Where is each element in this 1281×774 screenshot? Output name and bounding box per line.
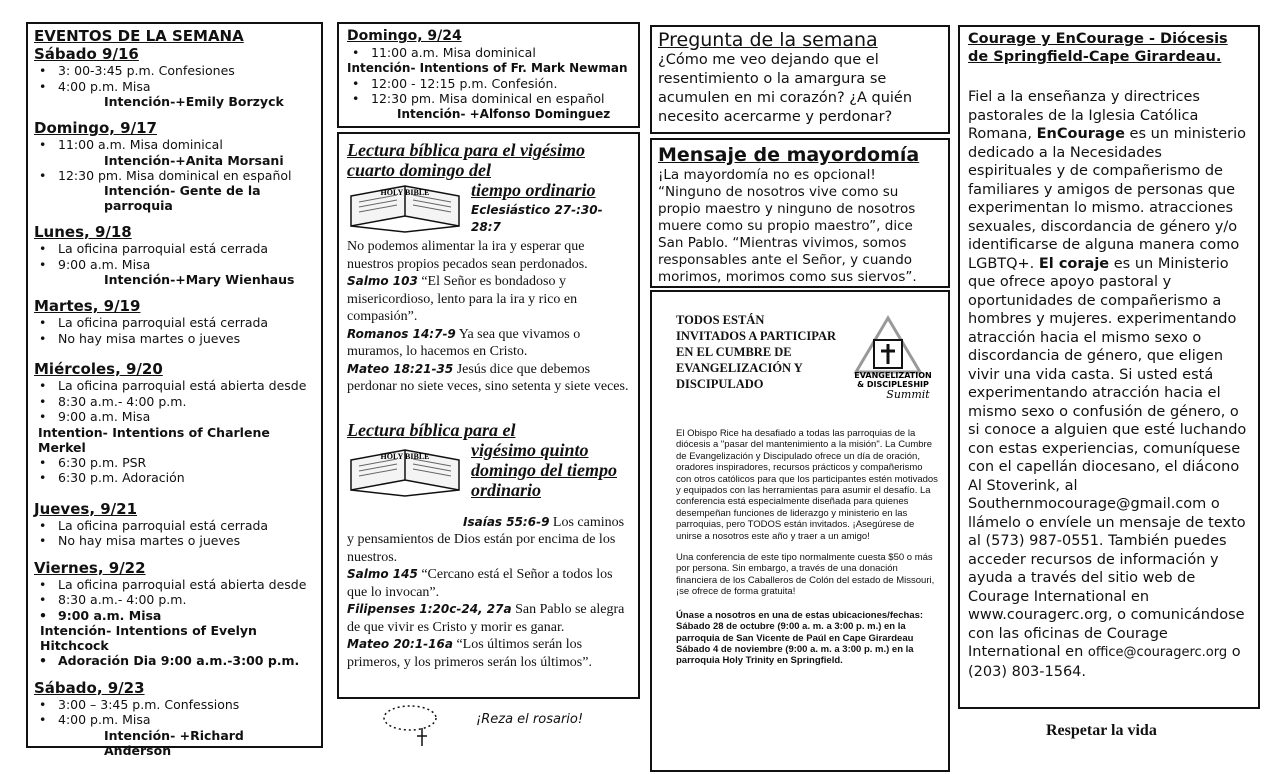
event-items <box>34 63 315 109</box>
reading1-ref3: Romanos 14:7-9 <box>347 326 456 341</box>
summit-logo-line3: Summit <box>886 388 930 401</box>
event-items <box>34 137 315 213</box>
event-day-title: Sábado 9/16 <box>34 45 139 63</box>
reading2-text3: San Pablo se alegra de que vivir es Cristo y morir es ganar. <box>347 602 625 635</box>
courage-t1: Fiel a la enseñanza y directrices pastorales de la Iglesia Católica Romana, <box>968 89 1200 142</box>
event-day <box>34 559 315 669</box>
reading2-ref4: Mateo 20:1-16a <box>347 637 453 651</box>
reading1-title-b: tiempo ordinario <box>471 180 596 200</box>
event-item: • No hay misa martes o jueves <box>34 533 315 549</box>
event-items <box>34 315 315 346</box>
event-day <box>34 223 315 287</box>
sunday-item: • 12:30 pm. Misa dominical en español <box>347 91 630 107</box>
courage-t4: o (203) 803-1564. <box>968 644 1241 680</box>
event-intention: Intención-+Anita Morsani <box>104 152 284 168</box>
event-day <box>34 360 315 486</box>
events-panel <box>26 22 323 758</box>
sunday-item: • 11:00 a.m. Misa dominical <box>347 45 630 61</box>
courage-email[interactable]: office@couragerc.org <box>1087 645 1228 660</box>
reading1-ref4: Mateo 18:21-35 <box>347 361 454 376</box>
event-item: • La oficina parroquial está cerrada <box>34 315 315 331</box>
event-items <box>34 518 315 549</box>
stewardship-text: ¡La mayordomía no es opcional! “Ninguno de nosotros vive como su propio maestro y ninguno de nosotros muere como su propio maestro”, dice San Pablo. “Mientras vivimos, somos responsables ante el Señor, y cuando morimos, morimos como sus siervos”. <box>658 167 917 285</box>
rosary-text: ¡Reza el rosario! <box>476 712 584 727</box>
event-day <box>34 45 315 109</box>
courage-b1: EnCourage <box>1036 126 1125 142</box>
summit-heading: TODOS ESTÁN INVITADOS A PARTICIPAR EN EL CUMBRE DE EVANGELIZACIÓN Y DISCIPULADO <box>676 313 836 391</box>
event-day <box>34 119 315 213</box>
question-title: Pregunta de la semana <box>658 29 878 51</box>
reading2-text1: Los caminos y pensamientos de Dios están por encima de los nuestros. <box>347 514 625 565</box>
summit-logo <box>848 314 938 406</box>
rosary-area <box>380 700 630 752</box>
event-item: • La oficina parroquial está cerrada <box>34 241 315 257</box>
summit-p4: Sábado 28 de octubre (9:00 a. m. a 3:00 p. m.) en la parroquia de San Vicente de Paúl en Cape Girardeau <box>676 621 914 644</box>
event-item: • 6:30 p.m. Adoración <box>34 470 315 486</box>
event-item: • 4:00 p.m. Misa <box>34 712 315 728</box>
reading1-text2: “El Señor es bondadoso y misericordioso, lento para la ira y rico en compasión”. <box>347 274 578 324</box>
courage-title: Courage y EnCourage - Diócesis de Springfield-Cape Girardeau. <box>968 31 1228 65</box>
reading1-ref1: Eclesiástico 27-:30-28:7 <box>471 203 603 234</box>
event-items <box>34 697 315 758</box>
courage-panel <box>958 25 1260 709</box>
bible-label: HOLY BIBLE <box>380 188 430 197</box>
reading2-ref3: Filipenses 1:20c-24, 27a <box>347 602 512 616</box>
event-day <box>34 297 315 346</box>
events-list <box>34 45 315 758</box>
event-item: • 4:00 p.m. Misa <box>34 79 315 95</box>
bible-icon <box>347 444 463 498</box>
event-day-title: Martes, 9/19 <box>34 297 141 315</box>
event-items <box>34 241 315 287</box>
sunday-intention: Intención- Intentions of Fr. Mark Newman <box>347 60 628 75</box>
reading2-title-b: vigésimo quinto domingo del tiempo ordinario <box>471 439 617 500</box>
sunday-intention: Intención- +Alfonso Dominguez <box>397 106 611 121</box>
reading1-ref2: Salmo 103 <box>347 274 418 288</box>
event-item: • 8:30 a.m.- 4:00 p.m. <box>34 592 315 608</box>
event-intention: Intention- Intentions of Charlene Merkel <box>38 424 270 455</box>
event-day <box>34 500 315 549</box>
event-item: • La oficina parroquial está abierta desde <box>34 378 315 394</box>
reading2-title-a: Lectura bíblica para el <box>347 419 516 440</box>
event-item: • 9:00 a.m. Misa <box>34 608 315 624</box>
reading1-title-a: Lectura bíblica para el vigésimo cuarto domingo del <box>347 140 585 180</box>
summit-logo-line1: EVANGELIZATION <box>854 371 932 380</box>
event-item: • 6:30 p.m. PSR <box>34 455 315 471</box>
event-day-title: Miércoles, 9/20 <box>34 360 163 378</box>
reading1 <box>347 140 630 396</box>
event-items <box>34 577 315 669</box>
event-intention: Intención- +Richard Anderson <box>104 727 244 758</box>
sunday-item: • 12:00 - 12:15 p.m. Confesión. <box>347 76 630 92</box>
events-title: EVENTOS DE LA SEMANA <box>34 27 244 45</box>
courage-t3: es un Ministerio que ofrece apoyo pastoral y oportunidades de compañerismo a hombres y mujeres. experimentando atracción hacia el mismo sexo o discordancia de género, que eligen vivir una vida casta. Si usted está experimentando atracción hacia el mismo sexo o confusión de género, o si conoce a alguien que esté luchando con estas experiencias, comuníquese con el capellán diocesano, el diácono Al Stoverink, al Southernmocourage@gmail.com o llámelo o envíele un mensaje de texto al (573) 987-0551. También puedes acceder recursos de información y ayuda a través del sitio web de Courage International en www.couragerc.org, o comunicándose con las oficinas de Courage International en <box>968 255 1247 660</box>
stewardship-panel <box>650 138 950 288</box>
sunday-list <box>347 45 630 122</box>
event-intention: Intención-+Emily Borzyck <box>104 94 284 109</box>
event-items <box>34 378 315 486</box>
summit-p2: Una conferencia de este tipo normalmente cuesta $50 o más por persona. Sin embargo, a través de una donación financiera de los Caballeros de Colón del estado de Missouri, ¡se ofrece de forma gratuita! <box>676 552 935 598</box>
reading1-text4: Jesús dice que debemos perdonar no siete veces, sino setenta y siete veces. <box>347 361 629 394</box>
reading2-ref1: Isaías 55:6-9 <box>463 514 550 529</box>
question-text: ¿Cómo me veo dejando que el resentimiento o la amargura se acumulen en mi corazón? ¿A quién necesito acercarme y perdonar? <box>658 52 913 125</box>
reading1-text1: No podemos alimentar la ira y esperar que nuestros propios pecados sean perdonados. <box>347 239 588 272</box>
event-intention: Intención- Intentions of Evelyn Hitchcock <box>40 623 257 653</box>
reading2-text <box>347 514 630 672</box>
reading2-ref2: Salmo 145 <box>347 567 418 581</box>
event-item: • 9:00 a.m. Misa <box>34 257 315 273</box>
summit-p1: El Obispo Rice ha desafiado a todas las parroquias de la diócesis a "pasar del mantenimiento a la misión". La Cumbre de Evangelización y Discipulado ofrece un día de oración, oradores inspiradores, recursos prácticos y compañerismo con otros católicos para que los participantes estén motivados y equipados con las herramientas para asumir el desafío. La conferencia está especialmente diseñada para quienes desempeñan funciones de liderazgo y ministerio en las parroquias, pero TODOS están invitados. ¡Asegúrese de unirse a nosotros este año y traer a un amigo! <box>676 428 938 542</box>
rosary-icon <box>380 700 442 752</box>
summit-p5: Sábado 4 de noviembre (9:00 a. m. a 3:00 p. m.) en la parroquia Holy Trinity en Springfield. <box>676 643 914 667</box>
event-item: • 11:00 a.m. Misa dominical <box>34 137 315 153</box>
bible-label: HOLY BIBLE <box>380 451 430 461</box>
sunday-day: Domingo, 9/24 <box>347 28 462 44</box>
sunday-panel <box>337 22 640 128</box>
summit-p3: Únase a nosotros en una de estas ubicaciones/fechas: <box>676 609 924 621</box>
courage-text <box>968 88 1250 681</box>
summit-logo-line2: & DISCIPLESHIP <box>857 380 929 389</box>
question-panel <box>650 25 950 134</box>
event-day-title: Lunes, 9/18 <box>34 223 132 241</box>
reading1-text3: Ya sea que vivamos o muramos, lo hacemos en Cristo. <box>347 326 581 359</box>
event-intention: Intención-+Mary Wienhaus <box>104 272 295 287</box>
event-item: • 3:00 – 3:45 p.m. Confessions <box>34 697 315 713</box>
reading2 <box>347 420 630 672</box>
event-day-title: Sábado, 9/23 <box>34 678 145 697</box>
event-item: • Adoración Dia 9:00 a.m.-3:00 p.m. <box>34 653 315 669</box>
courage-b2: El coraje <box>1038 255 1110 272</box>
event-item: • 9:00 a.m. Misa <box>34 409 315 425</box>
reading2-text4: “Los últimos serán los primeros, y los primeros serán los últimos”. <box>347 637 592 670</box>
event-intention: Intención- Gente de la parroquia <box>104 183 261 213</box>
event-item: • 12:30 pm. Misa dominical en español <box>34 168 315 184</box>
event-day-title: Viernes, 9/22 <box>34 558 146 577</box>
summit-panel <box>650 290 950 772</box>
event-day-title: Domingo, 9/17 <box>34 119 157 137</box>
event-day-title: Jueves, 9/21 <box>34 499 138 518</box>
event-item: • La oficina parroquial está cerrada <box>34 518 315 534</box>
reading2-text2: “Cercano está el Señor a todos los que lo invocan”. <box>347 567 613 600</box>
event-item: • La oficina parroquial está abierta desde <box>34 577 315 593</box>
courage-t2: es un ministerio dedicado a la Necesidades espirituales y de compañerismo de familiares y amigos de personas que experimentan lo mismo. atracciones sexuales, discordancia de género y/o identificarse de alguna manera como LGBTQ+. <box>968 126 1246 272</box>
stewardship-title: Mensaje de mayordomía <box>658 144 920 166</box>
bible-icon <box>347 180 463 234</box>
respect-life: Respetar la vida <box>1046 722 1157 739</box>
event-item: • No hay misa martes o jueves <box>34 331 315 347</box>
reading1-text <box>347 238 630 396</box>
event-item: • 8:30 a.m.- 4:00 p.m. <box>34 394 315 410</box>
event-day <box>34 679 315 758</box>
readings-panel <box>337 132 640 699</box>
event-item: • 3: 00-3:45 p.m. Confesiones <box>34 63 315 79</box>
